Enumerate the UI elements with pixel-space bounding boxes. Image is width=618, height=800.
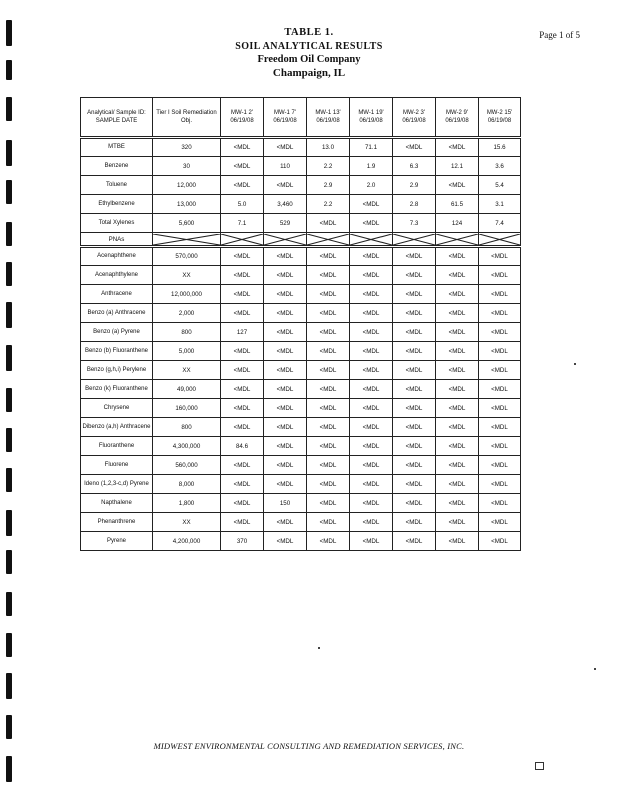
table-cell: <MDL [436,475,479,494]
column-header: MW-2 9' 06/19/08 [436,98,479,138]
table-cell: 12,000,000 [153,285,221,304]
table-cell: <MDL [436,266,479,285]
table-cell: 150 [264,494,307,513]
table-row [81,138,521,157]
table-cell: <MDL [479,266,521,285]
table-cell: <MDL [393,437,436,456]
table-cell: 49,000 [153,380,221,399]
table-cell: <MDL [436,437,479,456]
table-cell: 2.8 [393,195,436,214]
table-cell: 800 [153,418,221,437]
table-cell: <MDL [436,304,479,323]
table-cell: 8,000 [153,475,221,494]
crossed-out-cell [350,233,393,247]
table-cell: <MDL [221,494,264,513]
table-row [81,285,521,304]
crossed-out-cell [307,233,350,247]
table-cell: <MDL [350,494,393,513]
table-row [81,475,521,494]
crossed-out-cell [264,233,307,247]
table-cell: <MDL [393,456,436,475]
table-cell: <MDL [350,475,393,494]
table-cell: 6.3 [393,157,436,176]
table-cell: 800 [153,323,221,342]
table-cell: <MDL [436,494,479,513]
analyte-name: Acenaphthene [81,247,153,266]
table-cell: <MDL [479,285,521,304]
speck [318,647,320,649]
table-cell: <MDL [307,399,350,418]
binder-mark [6,592,12,616]
page-number: Page 1 of 5 [539,30,580,40]
speck [594,668,596,670]
table-cell: <MDL [436,361,479,380]
stamp-box [535,762,544,770]
analyte-name: Anthracene [81,285,153,304]
table-cell: 2.9 [307,176,350,195]
analyte-name: Napthalene [81,494,153,513]
table-cell: XX [153,266,221,285]
table-cell: <MDL [264,399,307,418]
column-header: MW-1 13' 06/19/08 [307,98,350,138]
column-header: Analytical/ Sample ID: SAMPLE DATE [81,98,153,138]
table-cell: <MDL [436,138,479,157]
table-cell: <MDL [350,399,393,418]
table-cell: 12.1 [436,157,479,176]
table-cell: XX [153,361,221,380]
table-cell: 320 [153,138,221,157]
table-cell: <MDL [264,138,307,157]
binder-mark [6,510,12,536]
table-cell: 160,000 [153,399,221,418]
table-cell: <MDL [221,361,264,380]
table-cell: <MDL [479,361,521,380]
table-cell: <MDL [264,176,307,195]
table-cell: <MDL [221,176,264,195]
table-cell: <MDL [436,418,479,437]
analyte-name: Ideno (1,2,3-c,d) Pyrene [81,475,153,494]
table-cell: <MDL [393,399,436,418]
table-cell: <MDL [436,342,479,361]
table-cell: <MDL [221,513,264,532]
table-cell: <MDL [436,513,479,532]
table-cell: <MDL [221,342,264,361]
binder-mark [6,302,12,328]
table-cell: 2.2 [307,157,350,176]
table-cell: 2.2 [307,195,350,214]
table-cell: 2,000 [153,304,221,323]
table-cell: <MDL [264,266,307,285]
table-cell: 560,000 [153,456,221,475]
column-header: MW-1 19' 06/19/08 [350,98,393,138]
table-cell: 3.6 [479,157,521,176]
column-header: Tier I Soil Remediation Obj. [153,98,221,138]
table-cell: 127 [221,323,264,342]
table-cell: <MDL [436,532,479,551]
company-name: Freedom Oil Company [257,54,361,65]
table-cell: <MDL [479,323,521,342]
table-cell: <MDL [350,418,393,437]
table-cell: 7.1 [221,214,264,233]
table-cell: <MDL [307,323,350,342]
table-cell: <MDL [307,361,350,380]
table-cell: <MDL [479,532,521,551]
table-row [81,532,521,551]
table-title: TABLE 1. [284,27,334,38]
crossed-out-cell [221,233,264,247]
table-cell: <MDL [264,361,307,380]
table-row [81,304,521,323]
table-row [81,323,521,342]
table-cell: <MDL [307,456,350,475]
analyte-name: Benzo (b) Fluoranthene [81,342,153,361]
table-cell: <MDL [264,513,307,532]
table-cell: <MDL [479,342,521,361]
table-row [81,157,521,176]
table-cell: <MDL [350,456,393,475]
table-cell: <MDL [436,323,479,342]
table-cell: <MDL [436,247,479,266]
table-cell: <MDL [393,266,436,285]
table-cell: <MDL [393,285,436,304]
table-cell: <MDL [479,494,521,513]
table-cell: <MDL [221,399,264,418]
table-row [81,399,521,418]
table-cell: <MDL [393,323,436,342]
table-cell: 84.6 [221,437,264,456]
table-cell: 12,000 [153,176,221,195]
table-row [81,513,521,532]
table-cell: <MDL [264,532,307,551]
table-cell: <MDL [307,342,350,361]
table-cell: <MDL [436,380,479,399]
table-cell: <MDL [307,304,350,323]
analyte-name: Benzo (a) Pyrene [81,323,153,342]
table-cell: 13.0 [307,138,350,157]
table-cell: <MDL [393,361,436,380]
table-cell: <MDL [350,195,393,214]
table-cell: 7.4 [479,214,521,233]
table-row [81,247,521,266]
table-cell: <MDL [307,475,350,494]
table-cell: <MDL [436,399,479,418]
table-cell: <MDL [264,304,307,323]
analyte-name: Benzo (g,h,i) Perylene [81,361,153,380]
table-row [81,342,521,361]
table-cell: <MDL [264,437,307,456]
table-cell: <MDL [307,494,350,513]
analyte-name: MTBE [81,138,153,157]
column-header: MW-1 7' 06/19/08 [264,98,307,138]
table-cell: <MDL [221,418,264,437]
table-row [81,380,521,399]
table-header-row [81,98,521,138]
table-cell: <MDL [350,342,393,361]
table-cell: <MDL [221,247,264,266]
analyte-name: Ethylbenzene [81,195,153,214]
table-cell: 4,300,000 [153,437,221,456]
table-cell: 71.1 [350,138,393,157]
binder-mark [6,715,12,739]
table-cell: 30 [153,157,221,176]
table-row [81,176,521,195]
table-cell: XX [153,513,221,532]
crossed-out-cell [153,233,221,247]
footer-company: MIDWEST ENVIRONMENTAL CONSULTING AND REMEDIATION SERVICES, INC. [153,741,465,751]
table-cell: <MDL [221,380,264,399]
analyte-name: Benzo (a) Anthracene [81,304,153,323]
table-cell: <MDL [436,176,479,195]
table-cell: <MDL [264,456,307,475]
table-cell: <MDL [221,304,264,323]
table-cell: <MDL [307,532,350,551]
table-subtitle: SOIL ANALYTICAL RESULTS [235,41,383,52]
table-row [81,195,521,214]
table-cell: <MDL [307,437,350,456]
table-cell: <MDL [393,380,436,399]
table-cell: <MDL [307,247,350,266]
binder-mark [6,140,12,166]
binder-mark [6,428,12,452]
binder-mark [6,97,12,121]
table-cell: <MDL [264,418,307,437]
table-cell: <MDL [350,437,393,456]
soil-results-table [80,97,521,551]
analyte-name: Chrysene [81,399,153,418]
column-header: MW-2 15' 06/19/08 [479,98,521,138]
table-cell: <MDL [307,380,350,399]
table-cell: <MDL [264,380,307,399]
binder-mark [6,756,12,782]
table-cell: <MDL [350,513,393,532]
location: Champaign, IL [272,67,346,79]
crossed-out-cell [479,233,521,247]
table-cell: <MDL [436,456,479,475]
table-cell: <MDL [479,456,521,475]
table-cell: <MDL [479,418,521,437]
table-cell: 2.0 [350,176,393,195]
pnas-label: PNAs [81,233,153,247]
table-cell: <MDL [307,266,350,285]
table-row [81,494,521,513]
table-cell: 7.3 [393,214,436,233]
table-cell: 13,000 [153,195,221,214]
table-cell: <MDL [479,513,521,532]
table-cell: <MDL [264,475,307,494]
table-cell: 3.1 [479,195,521,214]
table-cell: <MDL [479,247,521,266]
pnas-section-row [81,233,521,247]
table-cell: <MDL [221,138,264,157]
binder-mark [6,633,12,657]
binder-mark [6,222,12,246]
table-cell: 61.5 [436,195,479,214]
table-cell: <MDL [479,437,521,456]
table-cell: <MDL [479,399,521,418]
binder-mark [6,388,12,412]
binder-mark [6,673,12,699]
binder-mark [6,550,12,574]
table-cell: <MDL [264,285,307,304]
table-cell: 15.6 [479,138,521,157]
analyte-name: Benzene [81,157,153,176]
binder-mark [6,262,12,286]
table-cell: <MDL [221,157,264,176]
table-row [81,418,521,437]
table-cell: <MDL [350,214,393,233]
table-cell: <MDL [307,418,350,437]
table-cell: <MDL [264,342,307,361]
table-cell: <MDL [393,494,436,513]
table-row [81,456,521,475]
column-header: MW-2 3' 06/19/08 [393,98,436,138]
table-row [81,266,521,285]
binder-mark [6,345,12,371]
table-cell: <MDL [393,342,436,361]
table-cell: <MDL [350,266,393,285]
analyte-name: Fluorene [81,456,153,475]
column-header: MW-1 2' 06/19/08 [221,98,264,138]
table-cell: <MDL [393,475,436,494]
binder-mark [6,468,12,492]
table-cell: 529 [264,214,307,233]
table-cell: <MDL [350,323,393,342]
analyte-name: Acenaphthylene [81,266,153,285]
table-row [81,361,521,380]
table-cell: 3,460 [264,195,307,214]
table-cell: <MDL [479,380,521,399]
analyte-name: Toluene [81,176,153,195]
table-cell: <MDL [393,513,436,532]
table-cell: 2.9 [393,176,436,195]
table-cell: 5,000 [153,342,221,361]
table-cell: <MDL [393,532,436,551]
table-cell: <MDL [221,266,264,285]
table-cell: <MDL [264,247,307,266]
analyte-name: Fluoranthene [81,437,153,456]
crossed-out-cell [436,233,479,247]
table-row [81,214,521,233]
analyte-name: Phenanthrene [81,513,153,532]
table-cell: <MDL [307,214,350,233]
table-cell: 570,000 [153,247,221,266]
table-cell: 1.9 [350,157,393,176]
table-cell: <MDL [264,323,307,342]
table-cell: <MDL [221,456,264,475]
table-cell: 110 [264,157,307,176]
table-cell: <MDL [350,304,393,323]
table-cell: <MDL [307,285,350,304]
crossed-out-cell [393,233,436,247]
table-cell: 370 [221,532,264,551]
table-cell: <MDL [221,475,264,494]
binder-mark [6,180,12,204]
table-cell: <MDL [393,247,436,266]
table-cell: 4,200,000 [153,532,221,551]
table-row [81,437,521,456]
table-cell: 5,600 [153,214,221,233]
table-cell: <MDL [479,475,521,494]
table-cell: 5.0 [221,195,264,214]
table-cell: 5.4 [479,176,521,195]
analyte-name: Pyrene [81,532,153,551]
table-cell: <MDL [393,304,436,323]
speck [574,363,576,365]
table-cell: <MDL [479,304,521,323]
table-cell: 1,800 [153,494,221,513]
table-cell: <MDL [307,513,350,532]
table-cell: <MDL [350,285,393,304]
table-cell: <MDL [221,285,264,304]
analyte-name: Total Xylenes [81,214,153,233]
table-cell: <MDL [350,532,393,551]
table-cell: <MDL [393,418,436,437]
analyte-name: Benzo (k) Fluoranthene [81,380,153,399]
table-cell: <MDL [350,247,393,266]
table-cell: <MDL [393,138,436,157]
analyte-name: Dibenzo (a,h) Anthracene [81,418,153,437]
table-cell: <MDL [436,285,479,304]
table-cell: 124 [436,214,479,233]
table-cell: <MDL [350,380,393,399]
table-cell: <MDL [350,361,393,380]
